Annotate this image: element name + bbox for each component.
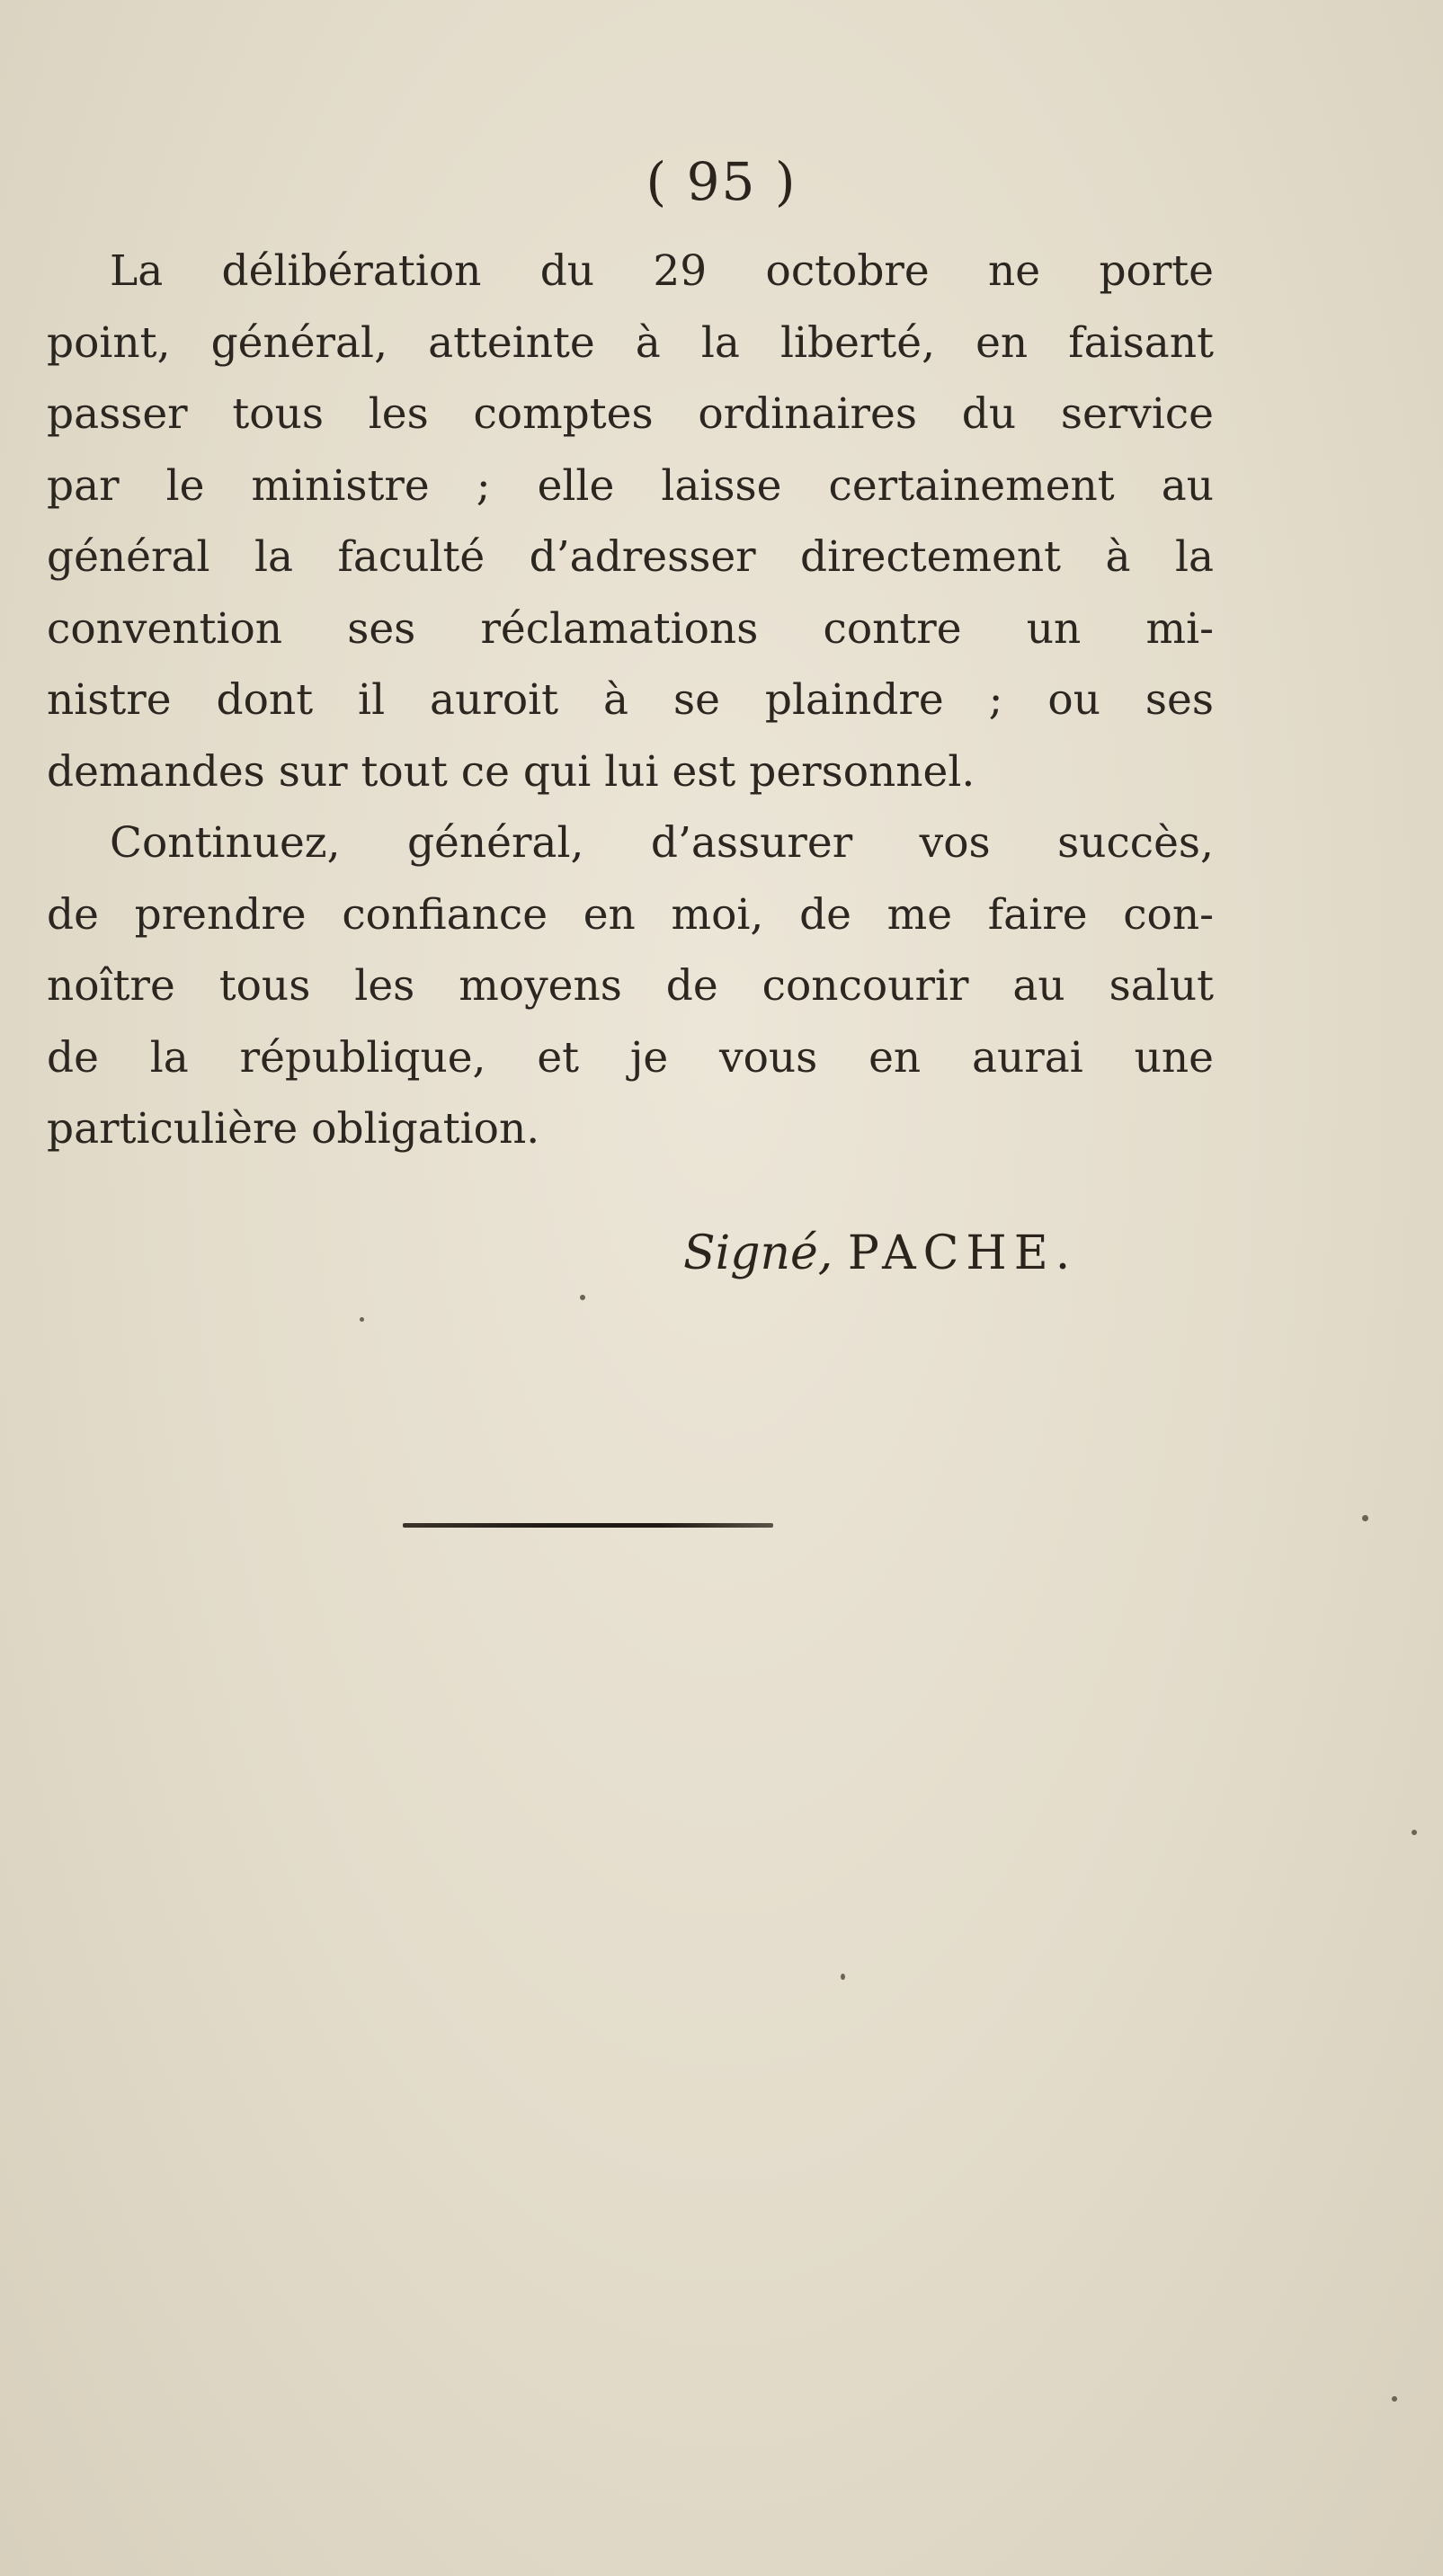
letter-body bbox=[47, 236, 1214, 1165]
page-number: ( 95 ) bbox=[646, 151, 797, 212]
paragraph-2 bbox=[47, 807, 1214, 1165]
text-line: passer tous les comptes ordinaires du service bbox=[47, 389, 1214, 439]
text-line: particulière obligation. bbox=[47, 1104, 540, 1154]
signature bbox=[683, 1226, 1077, 1280]
text-line: noître tous les moyens de concourir au salut bbox=[47, 961, 1214, 1011]
paper-speck bbox=[1392, 2396, 1397, 2402]
text-line: point, général, atteinte à la liberté, en faisant bbox=[47, 317, 1214, 368]
paper-speck bbox=[1362, 1515, 1368, 1521]
paper-speck bbox=[841, 1974, 845, 1980]
text-line: de la république, et je vous en aurai une bbox=[47, 1032, 1214, 1083]
end-rule bbox=[403, 1523, 773, 1528]
text-line: Continuez, général, d’assurer vos succès, bbox=[110, 818, 1214, 868]
text-line: par le ministre ; elle laisse certainement au bbox=[47, 460, 1214, 511]
signature-name: PACHE. bbox=[847, 1226, 1078, 1280]
text-line: général la faculté d’adresser directement à la bbox=[47, 532, 1214, 582]
paper-speck bbox=[1412, 1830, 1417, 1835]
paper-speck bbox=[360, 1317, 364, 1322]
text-line: La délibération du 29 octobre ne porte bbox=[110, 246, 1214, 296]
text-line: nistre dont il auroit à se plaindre ; ou ses bbox=[47, 675, 1214, 725]
text-line: convention ses réclamations contre un mi- bbox=[47, 603, 1214, 654]
paragraph-1 bbox=[47, 236, 1214, 807]
text-line: demandes sur tout ce qui lui est personnel. bbox=[47, 746, 975, 797]
paper-speck bbox=[580, 1295, 585, 1300]
text-line: de prendre confiance en moi, de me faire con- bbox=[47, 889, 1214, 940]
signature-label: Signé, bbox=[683, 1226, 833, 1280]
